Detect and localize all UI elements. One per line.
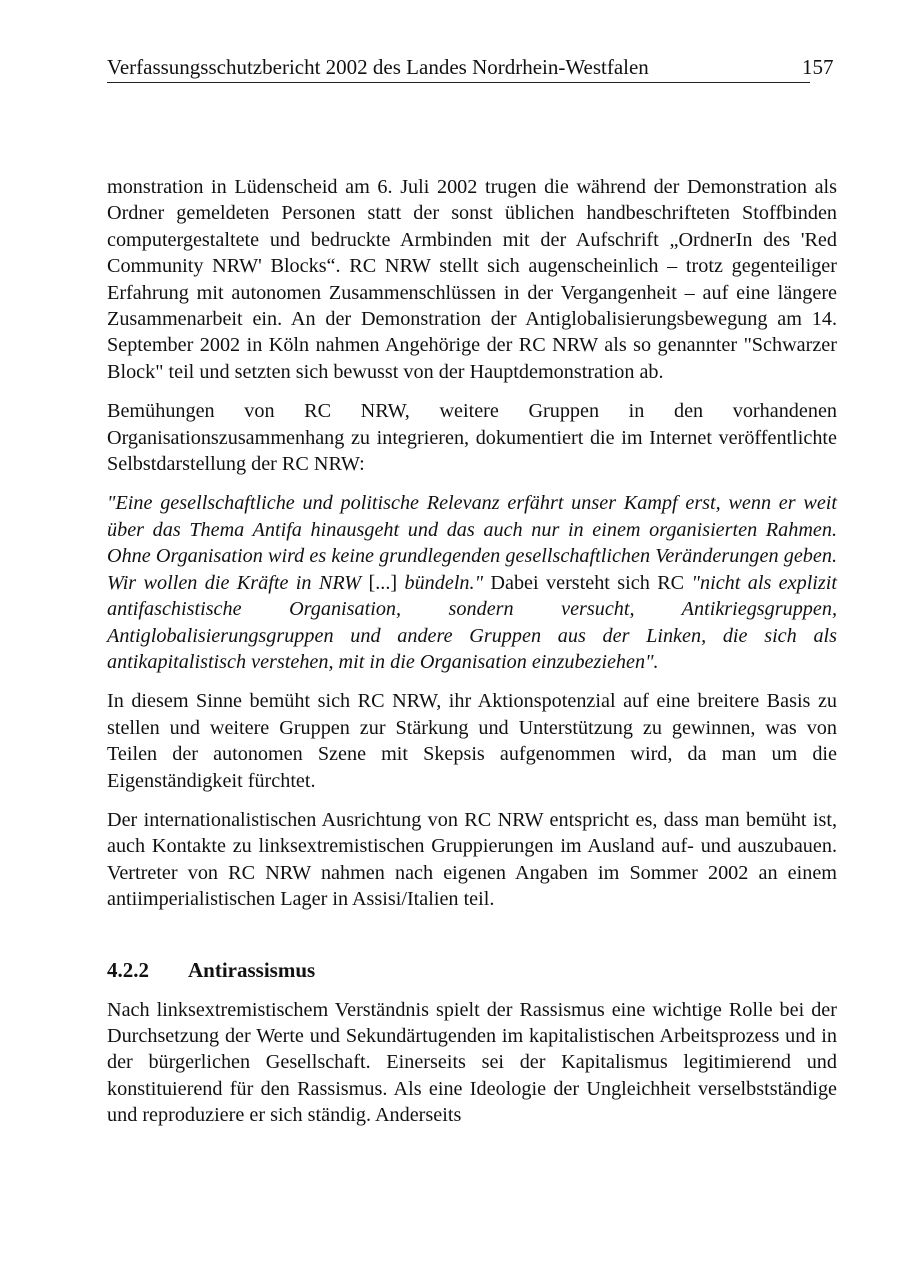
quote-part-b: bündeln." (404, 571, 484, 594)
paragraph-internationalistisch: Der internationalistischen Ausrichtung von RC NRW entspricht es, dass man bemüht ist, auch Kontakte zu linksextremistischen Gruppierungen im Ausland auf- und auszubauen. Vertreter von RC NRW nahmen nach eigenen Angaben im Sommer 2002 an einem antiimperialistischen Lager in Assisi/Italien teil. (107, 808, 837, 911)
section-number: 4.2.2 (107, 957, 149, 982)
paragraph-aktionspotenzial: In diesem Sinne bemüht sich RC NRW, ihr Aktionspotenzial auf eine breitere Basis zu stellen und weitere Gruppen zur Stärkung und Unterstützung zu gewinnen, was von Teilen der autonomen Szene mit Skepsis aufgenommen wird, da man um die Eigenständigkeit fürchtet. (107, 690, 837, 792)
quote-part-a: "Eine gesellschaftliche und politische Relevanz erfährt unser Kampf erst, wenn er weit über das Thema Antifa hinausgeht und das auch nur in einem organisierten Rahmen. Ohne Organisation wird es keine grundlegenden gesellschaftlichen Veränderungen geben. Wir wollen die Kräfte in NRW (107, 492, 837, 594)
section-title: Antirassismus (188, 957, 316, 982)
paragraph-selbstdarstellung-quote (107, 490, 837, 675)
paragraph-rassismus: Nach linksextremistischem Verständnis spielt der Rassismus eine wichtige Rolle bei der Durchsetzung der Werte und Sekundärtugenden im kapitalistischen Arbeitsprozess und in der bürgerlichen Gesellschaft. Einerseits sei der Kapitalismus legitimierend und konstituierend für den Rassismus. Als eine Ideologie der Ungleichheit verselbstständige und reproduziere er sich ständig. Anderseits (107, 998, 837, 1127)
running-header: Verfassungsschutzbericht 2002 des Landes Nordrhein-Westfalen (107, 54, 810, 83)
paragraph-demonstration: monstration in Lüdenscheid am 6. Juli 2002 trugen die während der Demonstration als Ordner gemeldeten Personen statt der sonst üblichen handbeschrifteten Stoffbinden computergestaltete und bedruckte Armbinden mit der Aufschrift „OrdnerIn des 'Red Community NRW' Blocks“. RC NRW stellt sich augenscheinlich – trotz gegenteiliger Erfahrung mit autonomen Zusammenschlüssen in der Vergangenheit – auf eine längere Zusammenarbeit ein. An der Demonstration der Antiglobalisierungsbewegung am 14. September 2002 in Köln nahmen Angehörige der RC NRW als so genannter "Schwarzer Block" teil und setzten sich bewusst von der Hauptdemonstration ab. (107, 176, 837, 383)
page-number: 157 (802, 55, 834, 79)
page-body (107, 174, 837, 1142)
paragraph-bemuehungen: Bemühungen von RC NRW, weitere Gruppen in den vorhandenen Organisationszusammenhang zu integrieren, dokumentiert die im Internet veröffentlichte Selbstdarstellung der RC NRW: (107, 400, 837, 476)
quote-part-c: "nicht als explizit antifaschistische Organisation, sondern versucht, Antikriegsgruppen, Antiglobalisierungsgruppen und andere Gruppen aus der Linken, die sich als antikapitalistisch verstehen, mit in die Organisation einzubeziehen". (107, 571, 837, 673)
quote-interjection: Dabei versteht sich RC (483, 571, 692, 594)
section-heading (107, 957, 837, 983)
quote-ellipsis: [...] (361, 571, 405, 594)
